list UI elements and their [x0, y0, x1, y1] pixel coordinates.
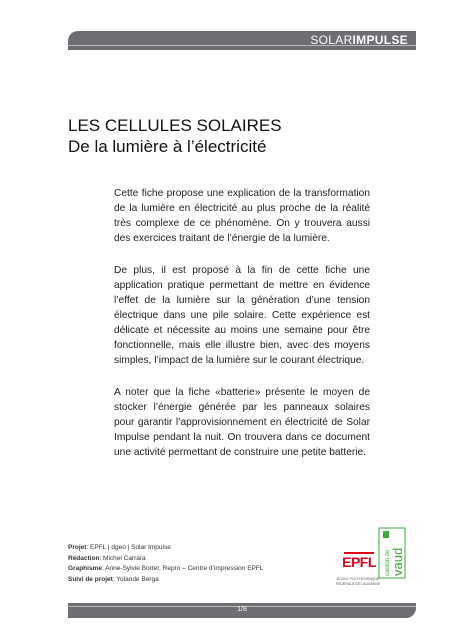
credits	[68, 543, 328, 585]
brand-bold: IMPULSE	[352, 33, 408, 47]
page-number: 1/8	[237, 606, 247, 613]
credit-graphisme	[68, 564, 328, 575]
credit-graphisme-value: : Anne-Sylvie Borter, Repro – Centre d’impression EPFL	[101, 565, 264, 572]
credit-suivi-label: Suivi de projet	[68, 575, 113, 583]
header-bar	[68, 31, 416, 50]
credit-redaction-label: Rédaction	[68, 554, 100, 562]
title-block	[68, 115, 368, 157]
page-title: LES CELLULES SOLAIRES	[68, 116, 282, 135]
epfl-sub-line1: ÉCOLE POLYTECHNIQUE	[336, 577, 380, 581]
credit-suivi	[68, 575, 328, 586]
paragraph-note: A noter que la fiche «batterie» présente le moyen de stocker l’énergie générée par les panneaux solaires pour garantir l’approvisionnement en électricité de Solar Impulse pendant la nuit. On trouvera dans ce document une activité permettant de construire une petite batterie.	[114, 387, 370, 458]
vaud-small-text: canton de	[385, 549, 391, 576]
epfl-sub-line2: FÉDÉRALE DE LAUSANNE	[335, 581, 381, 586]
footer-bar	[68, 603, 416, 618]
vaud-big-text: vaud	[390, 547, 405, 576]
credit-projet-value: : EPFL | dgeo | Solar Impulse	[86, 544, 171, 551]
paragraph-intro: Cette fiche propose une explication de la transformation de la lumière en électricité au plus proche de la réalité très complexe de ce phénomène. On y trouvera aussi des exercices traitant de l’énergie de la lumière.	[114, 188, 370, 244]
credit-graphisme-label: Graphisme	[68, 565, 102, 572]
epfl-logo-text: EPFL	[342, 554, 376, 570]
brand-logo	[310, 33, 408, 47]
credit-redaction-value: : Michel Carrara	[99, 554, 146, 562]
page-subtitle: De la lumière à l’électricité	[68, 137, 267, 156]
credit-projet	[68, 543, 328, 554]
paragraph-application: De plus, il est proposé à la fin de cette fiche une application pratique permettant de mettre en évidence l’effet de la lumière sur la génération d’une tension électrique dans une pile solaire. Cette expérience est délicate et nécessite au moins une semaine pour être fonctionnelle, mais elle illustre bien, avec des moyens simples, l’impact de la lumière sur le courant électrique.	[114, 265, 370, 366]
credit-suivi-value: : Yolande Berga	[112, 575, 159, 583]
vaud-logo	[378, 527, 406, 579]
body-text	[114, 186, 370, 477]
credit-projet-label: Projet	[68, 544, 87, 551]
credit-redaction	[68, 554, 328, 565]
epfl-logo	[342, 549, 376, 573]
brand-light: SOLAR	[310, 33, 353, 47]
